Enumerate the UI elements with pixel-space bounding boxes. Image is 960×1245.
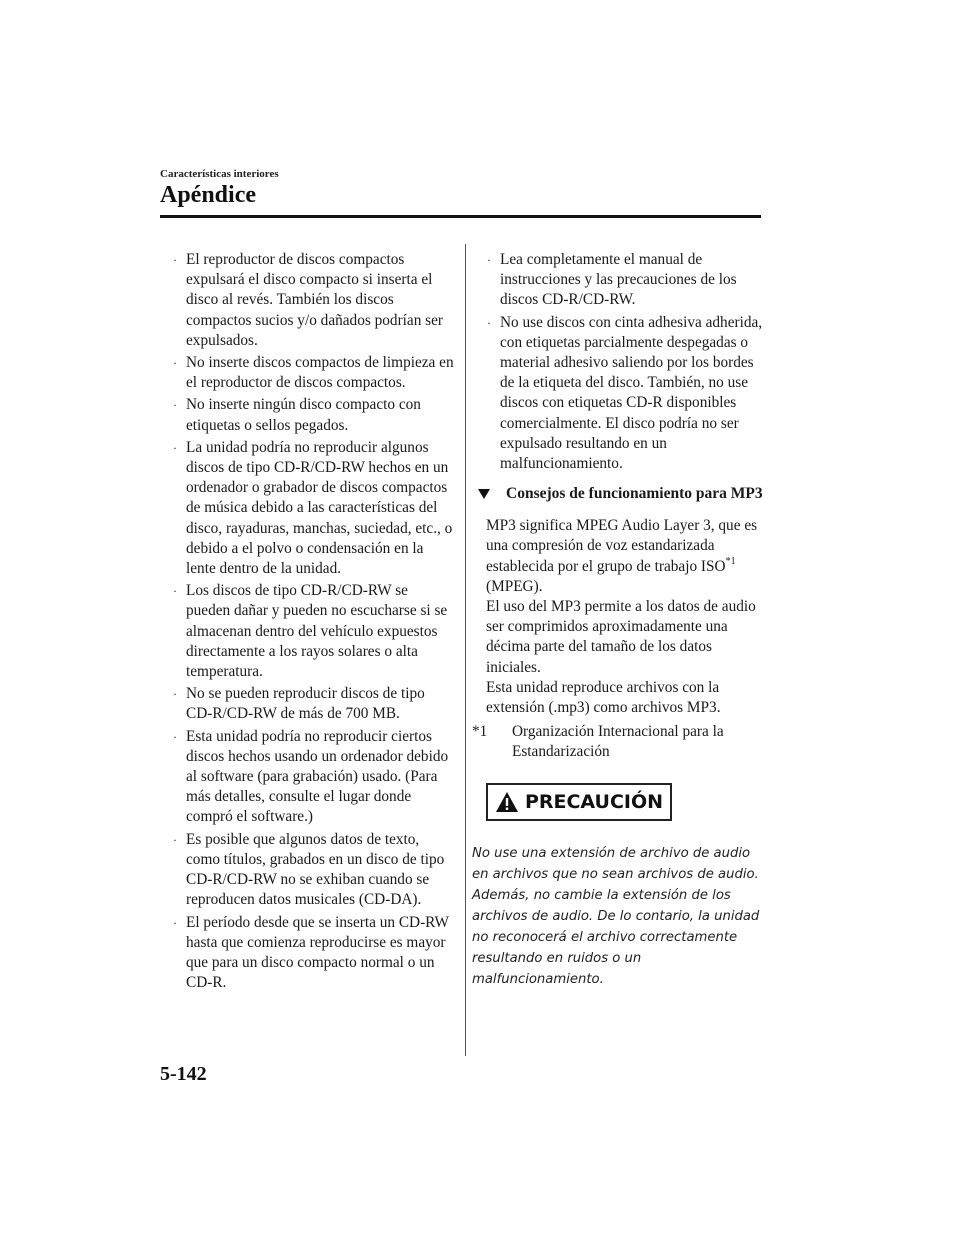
warning-triangle-icon xyxy=(495,791,519,813)
mp3-paragraph: El uso del MP3 permite a los datos de audio ser comprimidos aproximadamente una décima parte del tamaño de los datos iniciales. xyxy=(486,598,756,676)
footnote-text: Organización Internacional para la Estandarización xyxy=(512,723,724,761)
list-item: · El período desde que se inserta un CD-RW hasta que comienza reproducirse es mayor que para un disco compacto normal o un CD-R. xyxy=(173,913,449,992)
bullet-icon: · xyxy=(487,315,491,330)
header-rule xyxy=(160,215,761,218)
caution-text: No use una extensión de archivo de audio en archivos que no sean archivos de audio. Además, no cambie la extensión de los archivos de audio. De lo contario, la unidad no reconocerá el archivo correctamente resultando en ruidos o un malfuncionamiento. xyxy=(472,845,760,987)
section-label: Características interiores xyxy=(160,168,279,180)
list-item: · El reproductor de discos compactos expulsará el disco compacto si inserta el disco al revés. También los discos compactos sucios y/o dañados podrían ser expulsados. xyxy=(173,251,444,349)
footnote xyxy=(472,722,764,762)
bullet-icon: · xyxy=(173,915,177,930)
bullet-icon: · xyxy=(487,253,491,267)
list-item: · Es posible que algunos datos de texto, como títulos, grabados en un disco de tipo CD-R/CD-RW no se exhiban cuando se reproducen datos musicales (CD-DA). xyxy=(173,830,445,909)
bullet-icon: · xyxy=(173,584,177,599)
triangle-down-icon xyxy=(478,489,490,499)
list-item: · No se pueden reproducir discos de tipo CD-R/CD-RW de más de 700 MB. xyxy=(173,685,425,723)
column-divider xyxy=(465,244,466,1056)
list-item: · La unidad podría no reproducir algunos discos de tipo CD-R/CD-RW hechos en un ordenador o grabador de discos compactos de música debido a las características del disco, rayaduras, manchas, suciedad, etc., o debido a el polvo o condensación en la lente dentro de la unidad. xyxy=(173,438,453,578)
list-item: · No inserte discos compactos de limpieza en el reproductor de discos compactos. xyxy=(173,354,454,392)
footnote-mark: *1 xyxy=(472,723,488,741)
list-item: · No inserte ningún disco compacto con etiquetas o sellos pegados. xyxy=(173,396,421,434)
caution-header xyxy=(486,783,672,821)
mp3-section-heading: Consejos de funcionamiento para MP3 xyxy=(486,484,764,504)
bullet-icon: · xyxy=(173,687,177,702)
bullet-icon: · xyxy=(173,253,177,267)
mp3-paragraph: Esta unidad reproduce archivos con la extensión (.mp3) como archivos MP3. xyxy=(486,678,721,717)
list-item: · No use discos con cinta adhesiva adherida, con etiquetas parcialmente despegadas o material adhesivo saliendo por los bordes de la etiqueta del disco. También, no use discos con etiquetas CD-R disponibles comercialmente. El disco podría no ser expulsado resultando en un malfuncionamiento. xyxy=(487,313,763,473)
chapter-title: Apéndice xyxy=(160,182,256,208)
right-bullet-list xyxy=(486,250,764,474)
right-column xyxy=(472,250,764,990)
mp3-body xyxy=(472,516,764,762)
bullet-icon: · xyxy=(173,729,177,744)
bullet-icon: · xyxy=(173,398,177,413)
caution-title: PRECAUCIÓN xyxy=(524,790,664,813)
list-item: · Esta unidad podría no reproducir ciertos discos hechos usando un ordenador debido al software (para grabación) usado. (Para más detalles, consulte el lugar donde compró el software.) xyxy=(173,727,449,826)
page-number: 5-142 xyxy=(160,1063,207,1085)
list-item: · Los discos de tipo CD-R/CD-RW se pueden dañar y pueden no escucharse si se almacenan dentro del vehículo expuestos directamente a los rayos solares o alta temperatura. xyxy=(173,582,448,681)
list-item: · Lea completamente el manual de instrucciones y las precauciones de los discos CD-R/CD-RW. xyxy=(487,251,737,309)
mp3-paragraph: MP3 significa MPEG Audio Layer 3, que es una compresión de voz estandarizada establecida por el grupo de trabajo ISO$^{*1}$ (MPEG). xyxy=(486,517,758,595)
bullet-icon: · xyxy=(173,832,177,847)
left-bullet-list xyxy=(172,250,454,993)
footnote-ref: *1 xyxy=(725,555,736,567)
bullet-icon: · xyxy=(173,356,177,371)
left-column xyxy=(172,250,454,995)
bullet-icon: · xyxy=(173,440,177,455)
